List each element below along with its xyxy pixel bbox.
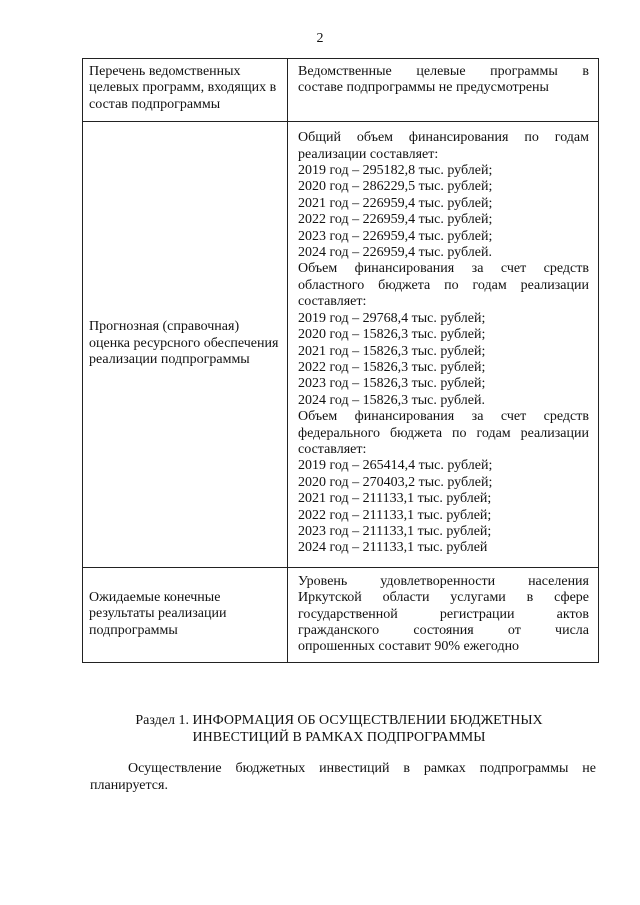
regional-year-line: 2024 год – 15826,3 тыс. рублей. — [298, 392, 485, 408]
results-label-cell — [83, 567, 288, 662]
programs-value-line: составе подпрограммы не предусмотрены — [298, 80, 549, 96]
section-paragraph — [90, 760, 596, 794]
section-title-line: ИНВЕСТИЦИЙ В РАМКАХ ПОДПРОГРАММЫ — [192, 730, 486, 745]
section-title-line: Раздел 1. ИНФОРМАЦИЯ ОБ ОСУЩЕСТВЛЕНИИ БЮДЖЕТНЫХ — [135, 713, 543, 728]
total-year-line: 2019 год – 295182,8 тыс. рублей; — [298, 163, 493, 179]
federal-intro-line: федерального бюджета по годам реализации — [298, 425, 589, 441]
section-title — [82, 712, 596, 746]
paragraph-line: планируется. — [90, 778, 168, 793]
financing-label: Прогнозная (справочная) оценка ресурсного обеспечения реализации подпрограммы — [89, 319, 279, 368]
regional-year-line: 2020 год – 15826,3 тыс. рублей; — [298, 327, 486, 343]
federal-intro-line: составляет: — [298, 441, 367, 457]
regional-year-line: 2021 год – 15826,3 тыс. рублей; — [298, 343, 486, 359]
financing-value-cell — [288, 122, 599, 568]
federal-year-line: 2024 год – 211133,1 тыс. рублей — [298, 540, 488, 556]
regional-year-line: 2019 год – 29768,4 тыс. рублей; — [298, 310, 486, 326]
federal-intro-line: Объем финансирования за счет средств — [298, 409, 589, 425]
total-year-line: 2022 год – 226959,4 тыс. рублей; — [298, 212, 493, 228]
total-year-line: 2020 год – 286229,5 тыс. рублей; — [298, 179, 493, 195]
programs-value — [288, 59, 598, 101]
table-row-financing — [83, 122, 599, 568]
results-value-line: гражданского состояния от числа — [298, 623, 589, 638]
financing-label-cell — [83, 122, 288, 568]
table-row-programs — [83, 59, 599, 122]
results-value-line: Иркутской области услугами в сфере — [298, 590, 589, 606]
federal-year-line: 2021 год – 211133,1 тыс. рублей; — [298, 491, 492, 507]
total-year-line: 2021 год – 226959,4 тыс. рублей; — [298, 195, 493, 211]
results-value — [288, 568, 598, 662]
subprogram-passport-table — [82, 58, 599, 663]
federal-year-line: 2020 год – 270403,2 тыс. рублей; — [298, 474, 493, 490]
paragraph-line: Осуществление бюджетных инвестиций в рамках подпрограммы не — [128, 761, 596, 776]
total-intro-line: реализации составляет: — [298, 146, 439, 162]
programs-label-cell — [83, 59, 288, 122]
regional-intro-line: составляет: — [298, 294, 367, 310]
federal-year-line: 2019 год – 265414,4 тыс. рублей; — [298, 458, 493, 474]
programs-value-line: Ведомственные целевые программы в — [298, 64, 589, 79]
regional-intro-line: Объем финансирования за счет средств — [298, 261, 589, 277]
financing-value — [288, 122, 598, 567]
table-row-results — [83, 567, 599, 662]
regional-year-line: 2022 год – 15826,3 тыс. рублей; — [298, 359, 486, 375]
results-value-cell — [288, 567, 599, 662]
programs-value-cell — [288, 59, 599, 122]
federal-year-line: 2023 год – 211133,1 тыс. рублей; — [298, 523, 492, 539]
regional-year-line: 2023 год – 15826,3 тыс. рублей; — [298, 376, 486, 392]
results-value-line: Уровень удовлетворенности населения — [298, 573, 589, 589]
programs-label: Перечень ведомственных целевых программ, входящих в состав подпрограммы — [89, 64, 277, 112]
total-year-line: 2023 год – 226959,4 тыс. рублей; — [298, 228, 493, 244]
page-number: 2 — [316, 31, 324, 46]
results-label: Ожидаемые конечные результаты реализации подпрограммы — [89, 589, 227, 638]
total-intro-line: Общий объем финансирования по годам — [298, 130, 589, 146]
results-value-line: государственной регистрации актов — [298, 606, 589, 622]
regional-intro-line: областного бюджета по годам реализации — [298, 277, 589, 293]
results-value-line: опрошенных составит 90% ежегодно — [298, 639, 520, 655]
federal-year-line: 2022 год – 211133,1 тыс. рублей; — [298, 507, 492, 523]
total-year-line: 2024 год – 226959,4 тыс. рублей. — [298, 245, 492, 261]
